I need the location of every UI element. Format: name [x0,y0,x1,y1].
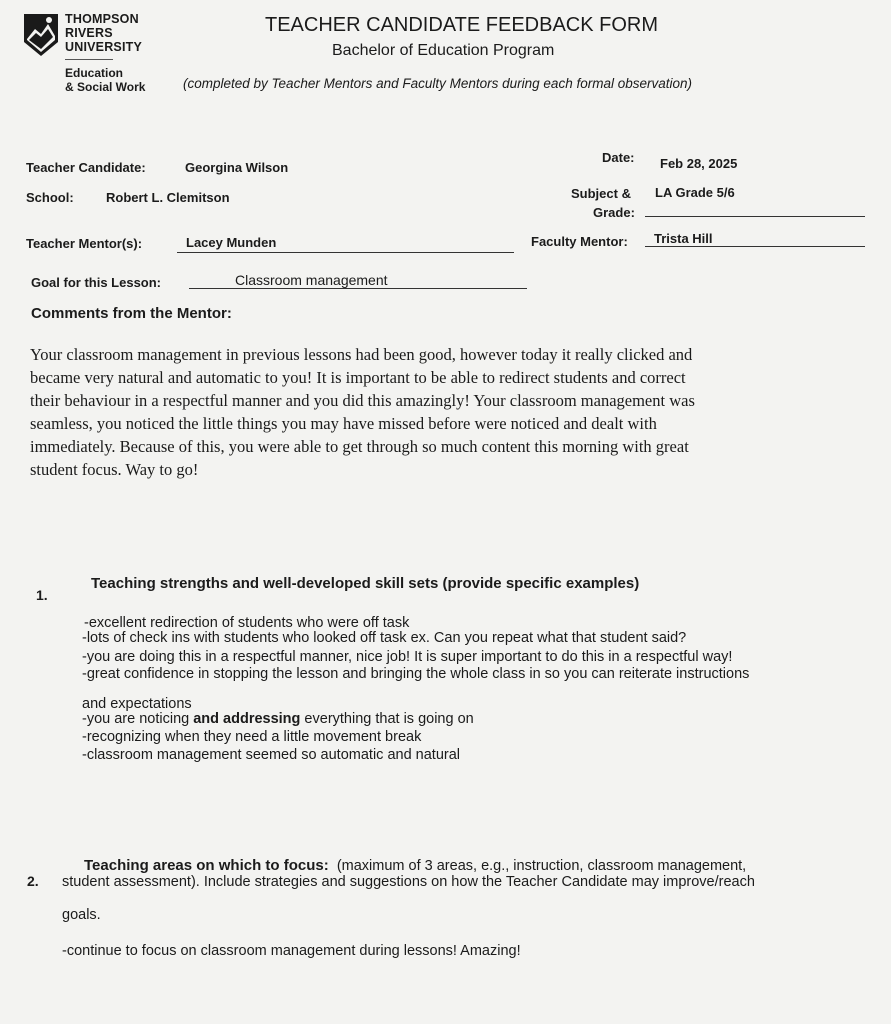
faculty-mentor-underline [645,246,865,247]
strength-item: -lots of check ins with students who looked off task ex. Can you repeat what that student said? [82,630,687,646]
strength-item: -classroom management seemed so automatic and natural [82,747,460,763]
comment-line: became very natural and automatic to you! It is important to be able to redirect students and correct [30,368,686,387]
strength-item: -recognizing when they need a little movement break [82,729,422,745]
faculty-mentor-label: Faculty Mentor: [531,234,628,249]
section-1-heading: Teaching strengths and well-developed skill sets (provide specific examples) [91,575,640,592]
tru-mountain-logo-icon [22,12,60,58]
strength-item [82,711,474,728]
subject-grade-label-1: Subject & [571,186,631,201]
form-title: TEACHER CANDIDATE FEEDBACK FORM [265,14,658,36]
strength-item: -great confidence in stopping the lesson and bringing the whole class in so you can reiterate instructions [82,666,750,682]
date-label: Date: [602,150,635,165]
section-2-heading-line [84,857,746,874]
teacher-mentor-label: Teacher Mentor(s): [26,236,143,251]
subject-grade-value: LA Grade 5/6 [655,185,735,200]
logo-line-2: RIVERS [65,26,113,40]
section-1-number: 1. [36,587,48,603]
logo-line-1: THOMPSON [65,12,139,26]
teacher-mentor-underline [177,252,514,253]
logo-line-3: UNIVERSITY [65,40,143,54]
subject-grade-label-2: Grade: [593,205,635,220]
date-value: Feb 28, 2025 [660,156,738,171]
teacher-mentor-value: Lacey Munden [186,235,277,250]
logo-divider [65,59,113,60]
school-value: Robert L. Clemitson [106,190,230,205]
strength-item: -you are doing this in a respectful manner, nice job! It is super important to do this in a respectful way! [82,649,733,665]
section-2-desc-2: student assessment). Include strategies and suggestions on how the Teacher Candidate may improve/reach [62,874,755,890]
logo-dept-line-1: Education [65,66,124,80]
form-subtitle: Bachelor of Education Program [332,42,555,59]
strength-text: -you are noticing [82,711,194,727]
logo-dept-line-2: & Social Work [65,80,146,94]
form-note: (completed by Teacher Mentors and Faculty Mentors during each formal observation) [183,76,692,91]
goal-value: Classroom management [235,272,388,288]
focus-response: -continue to focus on classroom management during lessons! Amazing! [62,943,521,959]
section-2-number: 2. [27,873,39,889]
section-2-heading: Teaching areas on which to focus: [84,857,329,874]
school-label: School: [26,190,74,205]
strength-item: -excellent redirection of students who were off task [84,615,410,631]
strength-emphasis: and addressing [193,711,301,727]
strength-text: everything that is going on [300,711,474,727]
comments-heading: Comments from the Mentor: [31,305,232,322]
section-2-desc-1: (maximum of 3 areas, e.g., instruction, classroom management, [336,858,747,874]
faculty-mentor-value: Trista Hill [654,231,713,246]
comment-line: seamless, you noticed the little things you may have missed before were noticed and dealt with [30,414,657,433]
comment-line: immediately. Because of this, you were able to get through so much content this morning with great [30,437,689,456]
teacher-candidate-label: Teacher Candidate: [26,160,146,175]
teacher-candidate-value: Georgina Wilson [185,160,289,175]
goal-label: Goal for this Lesson: [31,275,162,290]
section-2-desc-3: goals. [62,907,101,923]
comment-line: student focus. Way to go! [30,460,199,479]
goal-underline [189,288,527,289]
strength-item: and expectations [82,696,192,712]
subject-grade-underline [645,216,865,217]
comment-line: their behaviour in a respectful manner and you did this amazingly! Your classroom management was [30,391,695,410]
comment-line: Your classroom management in previous lessons had been good, however today it really clicked and [30,345,693,364]
